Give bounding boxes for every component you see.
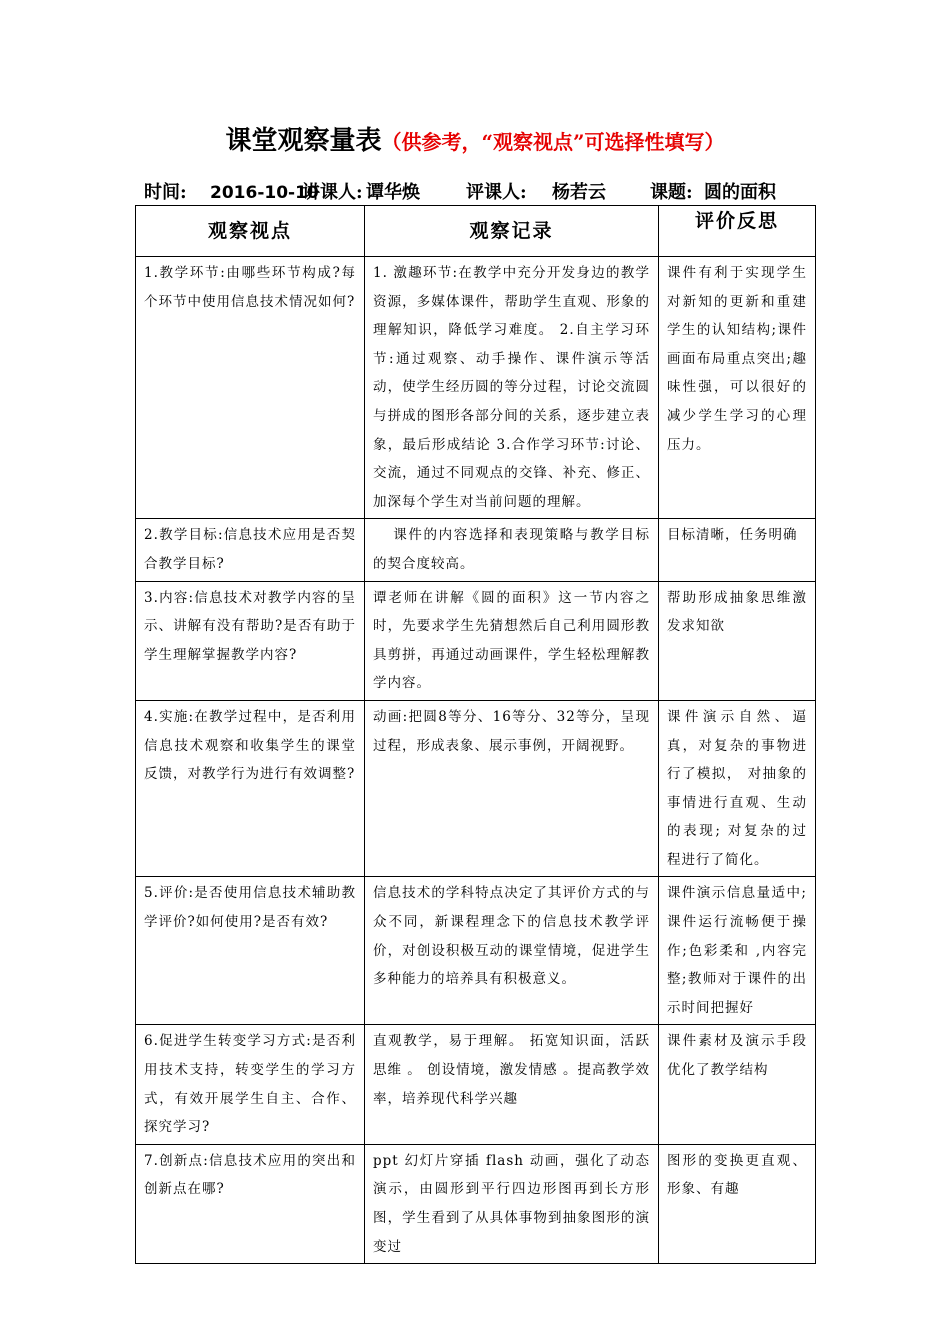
header-reflection: 评价反思 <box>659 206 816 257</box>
row-reflection: 课件演示自然、逼真，对复杂的事物进行了模拟， 对抽象的事情进行直观、生动的表现; 对复杂的过程进行了简化。 <box>659 700 816 877</box>
table-row <box>136 1025 816 1144</box>
title-main: 课堂观察量表 <box>225 126 382 156</box>
row-point: 5.评价:是否使用信息技术辅助教学评价?如何使用?是否有效? <box>136 877 365 1025</box>
row-point: 1.教学环节:由哪些环节构成?每个环节中使用信息技术情况如何? <box>136 257 365 519</box>
row-reflection: 帮助形成抽象思维激发求知欲 <box>659 581 816 700</box>
row-record: 动画:把圆8等分、16等分、32等分，呈现过程，形成表象、展示事例，开阔视野。 <box>365 700 659 877</box>
evaluator-label: 评课人: <box>466 182 527 203</box>
row-point: 6.促进学生转变学习方式:是否利用技术支持，转变学生的学习方式，有效开展学生自主、合作、探究学习? <box>136 1025 365 1144</box>
row-point: 3.内容:信息技术对教学内容的呈示、讲解有没有帮助?是否有助于学生理解掌握教学内容? <box>136 581 365 700</box>
time-label: 时间: <box>144 182 187 203</box>
topic-value: 圆的面积 <box>704 182 776 203</box>
row-record: 谭老师在讲解《圆的面积》这一节内容之时，先要求学生先猜想然后自己利用圆形教具剪拼，再通过动画课件，学生轻松理解教学内容。 <box>365 581 659 700</box>
observation-table <box>135 205 816 1264</box>
table-row <box>136 257 816 519</box>
row-point: 7.创新点:信息技术应用的突出和创新点在哪? <box>136 1144 365 1263</box>
row-reflection: 图形的变换更直观、形象、有趣 <box>659 1144 816 1263</box>
document-title <box>0 120 950 157</box>
row-point: 2.教学目标:信息技术应用是否契合教学目标? <box>136 519 365 581</box>
row-point: 4.实施:在教学过程中，是否利用信息技术观察和收集学生的课堂反馈，对教学行为进行有效调整? <box>136 700 365 877</box>
row-reflection: 课件有利于实现学生对新知的更新和重建学生的认知结构;课件画面布局重点突出;趣味性强，可以很好的减少学生学习的心理压力。 <box>659 257 816 519</box>
row-record: 1. 激趣环节:在教学中充分开发身边的教学资源，多媒体课件，帮助学生直观、形象的理解知识，降低学习难度。 2.自主学习环节:通过观察、动手操作、课件演示等活动，使学生经历圆的等分过程，讨论交流圆与拼成的图形各部分间的关系，逐步建立表象，最后形成结论 3.合作学习环节:讨论、交流，通过不同观点的交锋、补充、修正、加深每个学生对当前问题的理解。 <box>365 257 659 519</box>
topic-label: 课题: <box>650 182 693 203</box>
row-reflection: 课件演示信息量适中;课件运行流畅便于操作;色彩柔和 ,内容完整;教师对于课件的出示时间把握好 <box>659 877 816 1025</box>
evaluator-value: 杨若云 <box>552 182 606 203</box>
row-record: 信息技术的学科特点决定了其评价方式的与众不同，新课程理念下的信息技术教学评价，对创设积极互动的课堂情境，促进学生多种能力的培养具有积极意义。 <box>365 877 659 1025</box>
row-record: 课件的内容选择和表现策略与教学目标的契合度较高。 <box>365 519 659 581</box>
table-row <box>136 700 816 877</box>
row-record: 直观教学，易于理解。 拓宽知识面，活跃思维 。 创设情境，激发情感 。提高教学效率，培养现代科学兴趣 <box>365 1025 659 1144</box>
lecturer-label: 讲课人: <box>302 182 363 203</box>
time-value: 2016-10-10 <box>210 183 319 203</box>
title-note: （供参考，“观察视点”可选择性填写） <box>381 130 725 154</box>
meta-line <box>144 178 816 204</box>
lecturer-value: 谭华焕 <box>366 182 420 203</box>
table-row <box>136 877 816 1025</box>
header-point: 观察视点 <box>136 206 365 257</box>
table-row <box>136 519 816 581</box>
table-header-row <box>136 206 816 257</box>
row-reflection: 目标清晰，任务明确 <box>659 519 816 581</box>
row-reflection: 课件素材及演示手段优化了教学结构 <box>659 1025 816 1144</box>
table-row <box>136 581 816 700</box>
table-row <box>136 1144 816 1263</box>
header-record: 观察记录 <box>365 206 659 257</box>
row-record: ppt 幻灯片穿插 flash 动画，强化了动态演示，由圆形到平行四边形图再到长方形图，学生看到了从具体事物到抽象图形的演变过 <box>365 1144 659 1263</box>
